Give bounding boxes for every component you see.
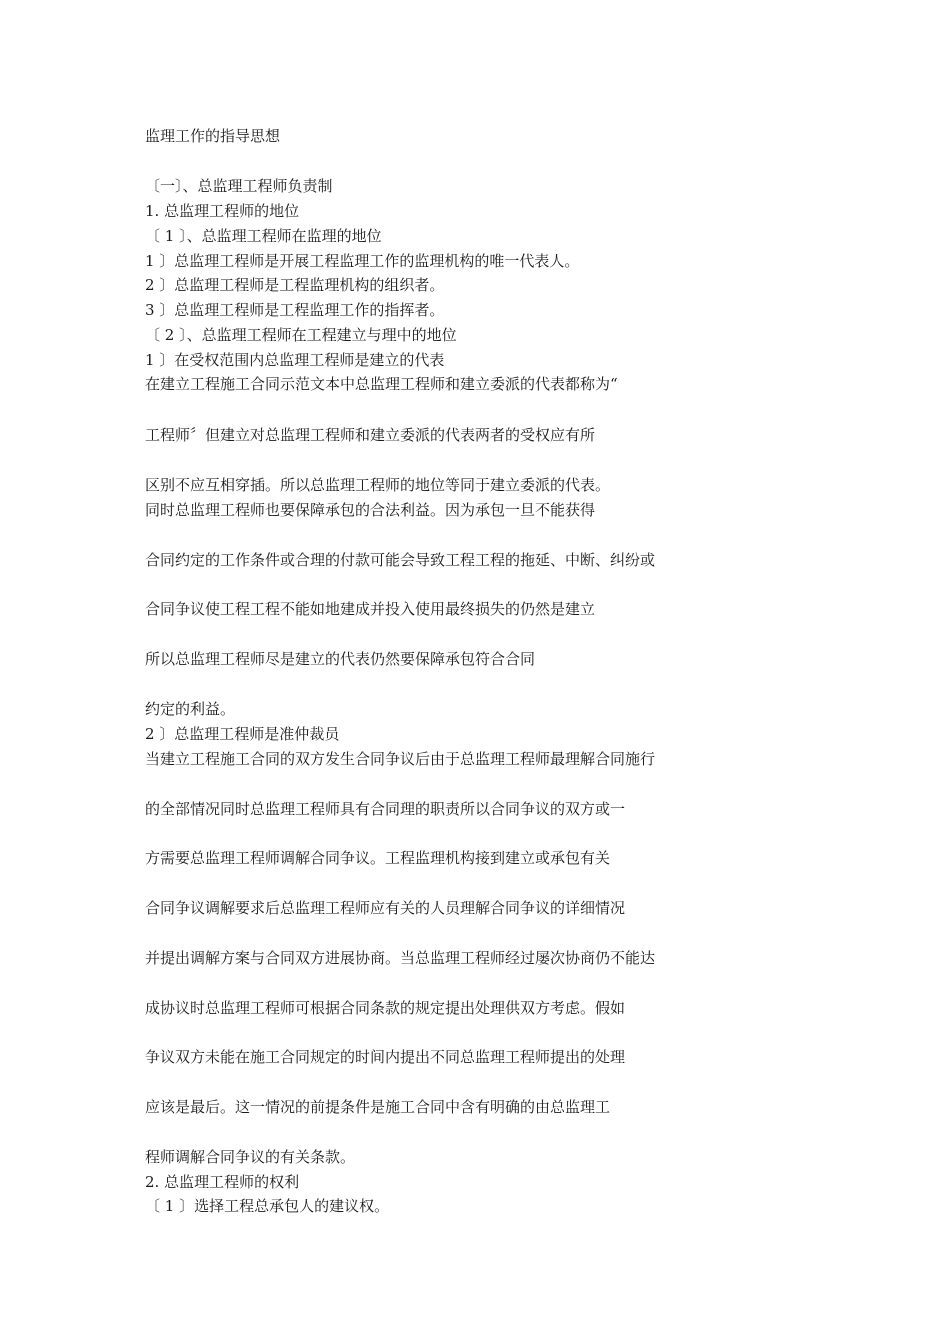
paragraph-line: 合同争议调解要求后总监理工程师应有关的人员理解合同争议的详细情况 xyxy=(145,899,626,917)
subsection-heading: 〔 1 〕、总监理工程师在监理的地位 xyxy=(145,227,382,245)
paragraph-line: 应该是最后。这一情况的前提条件是施工合同中含有明确的由总监理工 xyxy=(145,1098,611,1116)
paragraph-line: 程师调解合同争议的有关条款。 xyxy=(145,1148,356,1166)
paragraph-line: 1 〕在受权范围内总监理工程师是建立的代表 xyxy=(145,351,445,369)
paragraph-line: 2 〕总监理工程师是准仲裁员 xyxy=(145,725,340,743)
document-title: 监理工作的指导思想 xyxy=(145,127,281,145)
subsection-heading: 〔 2 〕、总监理工程师在工程建立与理中的地位 xyxy=(145,326,457,344)
paragraph-line: 合同争议使工程工程不能如地建成并投入使用最终损失的仍然是建立 xyxy=(145,600,596,618)
paragraph-line: 合同约定的工作条件或合理的付款可能会导致工程工程的拖延、中断、纠纷或 xyxy=(145,551,656,569)
paragraph-line: 并提出调解方案与合同双方进展协商。当总监理工程师经过屡次协商仍不能达 xyxy=(145,949,656,967)
paragraph-line: 在建立工程施工合同示范文本中总监理工程师和建立委派的代表都称为“ xyxy=(145,375,618,393)
paragraph-line: 的全部情况同时总监理工程师具有合同理的职责所以合同争议的双方或一 xyxy=(145,800,626,818)
paragraph-line: 约定的利益。 xyxy=(145,700,236,718)
paragraph-line: 同时总监理工程师也要保障承包的合法利益。因为承包一旦不能获得 xyxy=(145,501,596,519)
paragraph-line: 1 〕总监理工程师是开展工程监理工作的监理机构的唯一代表人。 xyxy=(145,252,580,270)
paragraph-line: 方需要总监理工程师调解合同争议。工程监理机构接到建立或承包有关 xyxy=(145,849,611,867)
paragraph-line: 〔 1 〕选择工程总承包人的建议权。 xyxy=(145,1197,390,1215)
section-heading: 〔一〕、总监理工程师负责制 xyxy=(145,177,333,195)
paragraph-line: 争议双方未能在施工合同规定的时间内提出不同总监理工程师提出的处理 xyxy=(145,1048,626,1066)
paragraph-line: 当建立工程施工合同的双方发生合同争议后由于总监理工程师最理解合同施行 xyxy=(145,750,656,768)
paragraph-line: 工程师〞但建立对总监理工程师和建立委派的代表两者的受权应有所 xyxy=(145,426,596,444)
subsection-heading: 1. 总监理工程师的地位 xyxy=(145,202,300,220)
paragraph-line: 2 〕总监理工程师是工程监理机构的组织者。 xyxy=(145,276,445,294)
subsection-heading: 2. 总监理工程师的权利 xyxy=(145,1173,300,1191)
paragraph-line: 3 〕总监理工程师是工程监理工作的指挥者。 xyxy=(145,301,445,319)
paragraph-line: 成协议时总监理工程师可根据合同条款的规定提出处理供双方考虑。假如 xyxy=(145,999,626,1017)
paragraph-line: 区别不应互相穿插。所以总监理工程师的地位等同于建立委派的代表。 xyxy=(145,476,611,494)
paragraph-line: 所以总监理工程师尽是建立的代表仍然要保障承包符合合同 xyxy=(145,650,536,668)
